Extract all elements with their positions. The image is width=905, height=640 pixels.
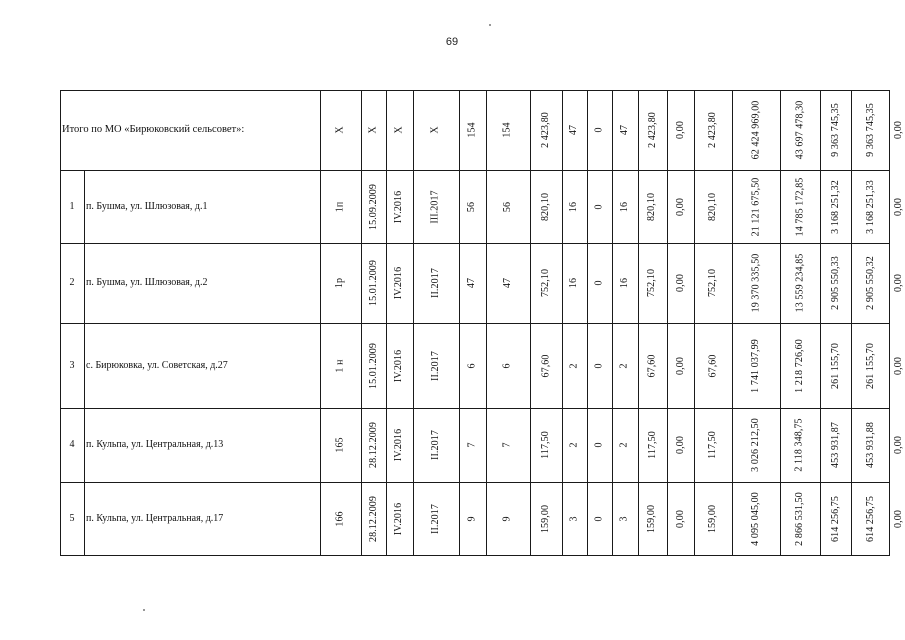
row-number [60, 170, 84, 243]
value-cell [820, 243, 851, 323]
value-cell [459, 170, 486, 243]
value-cell-text: IV.2016 [393, 266, 405, 300]
value-cell-text: 0 [593, 362, 605, 369]
total-cell-text: 9 363 745,35 [864, 103, 876, 157]
value-cell [413, 243, 459, 323]
value-cell-text: 3 [568, 515, 580, 522]
total-cell-text: 0,00 [674, 121, 686, 139]
value-cell-text: 0,00 [674, 274, 686, 292]
value-cell-text: 166 [334, 510, 346, 527]
value-cell [361, 243, 386, 323]
total-cell [361, 90, 386, 170]
value-cell-text: 1 н [334, 358, 346, 373]
row-number [60, 243, 84, 323]
value-cell-text: 67,60 [540, 354, 551, 377]
column-border [84, 170, 85, 555]
value-cell [486, 482, 530, 555]
value-cell [732, 323, 780, 408]
value-cell-text: II.2017 [430, 268, 441, 298]
value-cell [459, 408, 486, 482]
value-cell [851, 170, 890, 243]
value-cell-text: 2 118 348,75 [794, 418, 805, 472]
value-cell-text: 3 168 251,32 [829, 179, 841, 234]
value-cell [562, 243, 587, 323]
value-cell-text: 0,00 [674, 356, 686, 375]
value-cell [890, 408, 905, 482]
value-cell-text: 159,00 [539, 504, 551, 533]
page-number: 69 [445, 36, 459, 48]
value-cell [732, 408, 780, 482]
value-cell-text: 16 [618, 277, 630, 289]
value-cell-text: 9 [501, 515, 513, 522]
value-cell-text: II.2017 [430, 503, 441, 534]
value-cell [638, 323, 667, 408]
value-cell [587, 243, 612, 323]
value-cell [530, 170, 562, 243]
value-cell [612, 243, 638, 323]
total-cell-text: 2 423,80 [707, 112, 718, 148]
total-cell-text: Х [393, 126, 405, 134]
value-cell [413, 408, 459, 482]
address-cell [86, 243, 318, 323]
total-row-label-text: Итого по МО «Бирюковский сельсовет»: [62, 123, 245, 135]
value-cell-text: 2 905 550,33 [829, 256, 841, 310]
value-cell [890, 170, 905, 243]
value-cell-text: 56 [501, 201, 513, 212]
value-cell-text: 16 [568, 277, 580, 289]
value-cell-text: 67,60 [707, 354, 718, 377]
total-cell [890, 90, 905, 170]
value-cell [530, 482, 562, 555]
value-cell [851, 408, 890, 482]
value-cell [667, 408, 694, 482]
value-cell [320, 170, 361, 243]
value-cell-text: 117,50 [646, 431, 658, 459]
value-cell [780, 408, 820, 482]
value-cell-text: 67,60 [646, 354, 658, 377]
value-cell [459, 482, 486, 555]
value-cell [562, 170, 587, 243]
value-cell [562, 323, 587, 408]
value-cell-text: 3 026 212,50 [750, 418, 762, 472]
value-cell-text: 15.01.2009 [367, 342, 379, 389]
value-cell-text: 9 [466, 515, 478, 522]
total-cell-text: 9 363 745,35 [829, 103, 841, 157]
value-cell [732, 482, 780, 555]
value-cell [638, 408, 667, 482]
total-cell [667, 90, 694, 170]
address-cell [86, 408, 318, 482]
value-cell [851, 243, 890, 323]
row-number-text: 2 [69, 277, 75, 288]
value-cell-text: 15.01.2009 [367, 260, 379, 306]
value-cell [386, 243, 413, 323]
value-cell [486, 243, 530, 323]
value-cell-text: II.2017 [430, 430, 441, 460]
value-cell-text: 1 741 037,99 [750, 338, 762, 393]
value-cell-text: IV.2016 [393, 349, 405, 382]
value-cell-text: 3 [618, 515, 630, 522]
value-cell-text: 614 256,75 [829, 495, 841, 542]
value-cell-text: 0 [593, 203, 605, 210]
value-cell-text: 261 155,70 [829, 342, 841, 389]
value-cell [320, 482, 361, 555]
address-cell-text: п. Кульпа, ул. Центральная, д.17 [86, 512, 224, 524]
value-cell-text: 1р [334, 277, 346, 289]
value-cell [732, 170, 780, 243]
value-cell [386, 170, 413, 243]
total-cell [694, 90, 732, 170]
address-cell-text: п. Бушма, ул. Шлюзовая, д.1 [86, 200, 208, 212]
value-cell [638, 170, 667, 243]
total-cell [530, 90, 562, 170]
value-cell-text: 16 [618, 201, 630, 212]
address-cell [86, 170, 318, 243]
value-cell-text: 165 [334, 437, 346, 453]
total-cell [459, 90, 486, 170]
value-cell-text: 2 866 531,50 [794, 491, 806, 546]
value-cell-text: 1п [334, 201, 346, 212]
value-cell-text: 3 168 251,33 [864, 179, 876, 234]
value-cell-text: 117,50 [706, 431, 718, 459]
value-cell-text: 7 [466, 442, 478, 448]
value-cell [386, 408, 413, 482]
value-cell [612, 323, 638, 408]
row-number-text: 3 [69, 359, 75, 371]
total-cell-text: 0 [593, 127, 605, 133]
value-cell [667, 482, 694, 555]
row-number-text: 5 [69, 512, 75, 524]
total-cell-text: Х [334, 126, 346, 134]
value-cell [320, 243, 361, 323]
row-border [60, 555, 890, 556]
value-cell [694, 243, 732, 323]
value-cell-text: 453 931,88 [864, 422, 876, 468]
value-cell-text: 614 256,75 [864, 495, 876, 542]
total-row-label [62, 90, 318, 170]
address-cell [86, 323, 318, 408]
value-cell [694, 482, 732, 555]
value-cell-text: IV.2016 [393, 428, 405, 462]
value-cell-text: 0,00 [674, 509, 686, 528]
value-cell-text: 752,10 [646, 268, 658, 298]
value-cell [530, 243, 562, 323]
value-cell-text: 6 [501, 362, 513, 369]
value-cell-text: 752,10 [539, 268, 551, 298]
address-cell-text: с. Бирюковка, ул. Советская, д.27 [86, 359, 228, 371]
value-cell [851, 482, 890, 555]
total-cell [562, 90, 587, 170]
value-cell [780, 170, 820, 243]
value-cell [667, 243, 694, 323]
value-cell-text: 15.09.2009 [367, 183, 379, 230]
total-cell [638, 90, 667, 170]
value-cell [413, 482, 459, 555]
value-cell-text: 2 [618, 442, 630, 448]
total-cell [386, 90, 413, 170]
value-cell-text: 0 [593, 515, 605, 522]
value-cell-text: IV.2016 [393, 502, 405, 535]
value-cell-text: 7 [501, 442, 513, 448]
value-cell [780, 482, 820, 555]
value-cell-text: 2 [568, 442, 580, 448]
value-cell [361, 482, 386, 555]
value-cell [361, 170, 386, 243]
value-cell-text: 21 121 675,50 [750, 177, 761, 236]
total-cell-text: 2 423,80 [540, 112, 551, 148]
value-cell [890, 482, 905, 555]
address-cell-text: п. Бушма, ул. Шлюзовая, д.2 [86, 277, 208, 288]
total-cell-text: 2 423,80 [646, 112, 658, 148]
value-cell [612, 482, 638, 555]
value-cell [320, 323, 361, 408]
value-cell-text: 117,50 [539, 431, 551, 459]
value-cell [820, 323, 851, 408]
row-number [60, 408, 84, 482]
value-cell [486, 170, 530, 243]
value-cell-text: 19 370 335,50 [750, 253, 761, 313]
value-cell [694, 170, 732, 243]
value-cell-text: 820,10 [646, 192, 658, 221]
value-cell-text: 28.12.2009 [367, 422, 379, 468]
value-cell-text: 159,00 [706, 504, 718, 533]
value-cell [851, 323, 890, 408]
value-cell [386, 482, 413, 555]
value-cell-text: 0,00 [892, 356, 904, 375]
total-cell-text: 43 697 478,30 [794, 100, 805, 160]
value-cell-text: 2 [568, 362, 580, 369]
row-number [60, 482, 84, 555]
value-cell-text: 28.12.2009 [367, 495, 379, 542]
value-cell [486, 408, 530, 482]
value-cell [780, 323, 820, 408]
value-cell [638, 482, 667, 555]
value-cell [612, 408, 638, 482]
value-cell-text: II.2017 [430, 350, 441, 381]
value-cell-text: 453 931,87 [829, 422, 841, 468]
total-cell [851, 90, 890, 170]
total-cell [612, 90, 638, 170]
value-cell [587, 170, 612, 243]
value-cell-text: 2 905 550,32 [864, 256, 876, 310]
total-cell-text: Х [429, 126, 441, 134]
value-cell-text: 752,10 [706, 268, 718, 298]
value-cell [890, 323, 905, 408]
value-cell-text: 13 559 234,85 [794, 253, 805, 313]
value-cell [320, 408, 361, 482]
row-number-text: 4 [69, 439, 75, 450]
value-cell-text: 261 155,70 [864, 342, 876, 389]
value-cell-text: 6 [466, 362, 478, 369]
total-cell-text: 47 [568, 124, 580, 136]
total-cell-text: 154 [502, 122, 513, 138]
value-cell [780, 243, 820, 323]
value-cell [694, 408, 732, 482]
total-cell [732, 90, 780, 170]
total-cell [320, 90, 361, 170]
value-cell [732, 243, 780, 323]
value-cell-text: III.2017 [429, 189, 441, 224]
value-cell-text: IV.2016 [393, 190, 405, 223]
value-cell [361, 408, 386, 482]
value-cell [413, 170, 459, 243]
value-cell-text: 0 [593, 442, 605, 448]
total-cell [413, 90, 459, 170]
value-cell-text: 0,00 [892, 274, 904, 292]
value-cell [386, 323, 413, 408]
address-cell [86, 482, 318, 555]
row-number [60, 323, 84, 408]
total-cell-text: 47 [618, 124, 630, 136]
total-cell-text: Х [367, 126, 379, 134]
value-cell [587, 323, 612, 408]
value-cell [486, 323, 530, 408]
value-cell-text: 0 [593, 280, 605, 286]
value-cell [361, 323, 386, 408]
value-cell [587, 408, 612, 482]
value-cell [820, 170, 851, 243]
value-cell [612, 170, 638, 243]
value-cell-text: 0,00 [892, 436, 904, 454]
value-cell-text: 2 [618, 362, 630, 369]
value-cell [562, 482, 587, 555]
value-cell [667, 170, 694, 243]
row-number-text: 1 [69, 200, 75, 212]
value-cell-text: 159,00 [646, 504, 658, 533]
total-cell [780, 90, 820, 170]
value-cell-text: 16 [568, 201, 580, 212]
total-cell-text: 154 [466, 122, 478, 138]
value-cell [459, 323, 486, 408]
value-cell [820, 482, 851, 555]
value-cell-text: 47 [501, 277, 513, 289]
value-cell-text: 1 218 726,60 [794, 338, 806, 393]
value-cell [638, 243, 667, 323]
value-cell-text: 0,00 [674, 197, 686, 216]
value-cell-text: 0,00 [674, 436, 686, 454]
value-cell-text: 0,00 [892, 509, 904, 528]
value-cell [530, 408, 562, 482]
value-cell-text: 820,10 [539, 192, 551, 221]
value-cell-text: 47 [466, 277, 478, 289]
address-cell-text: п. Кульпа, ул. Центральная, д.13 [86, 439, 224, 450]
value-cell-text: 14 785 172,85 [794, 177, 805, 236]
value-cell [890, 243, 905, 323]
total-cell [587, 90, 612, 170]
total-cell [486, 90, 530, 170]
value-cell [587, 482, 612, 555]
value-cell [530, 323, 562, 408]
value-cell [820, 408, 851, 482]
value-cell-text: 56 [466, 201, 478, 212]
total-cell [820, 90, 851, 170]
value-cell-text: 820,10 [706, 192, 718, 221]
total-cell-text: 62 424 969,00 [750, 100, 761, 160]
value-cell-text: 0,00 [892, 197, 904, 216]
value-cell-text: 4 095 045,00 [750, 491, 762, 546]
value-cell [694, 323, 732, 408]
value-cell [413, 323, 459, 408]
value-cell [667, 323, 694, 408]
value-cell [562, 408, 587, 482]
value-cell [459, 243, 486, 323]
total-cell-text: 0,00 [892, 121, 904, 139]
